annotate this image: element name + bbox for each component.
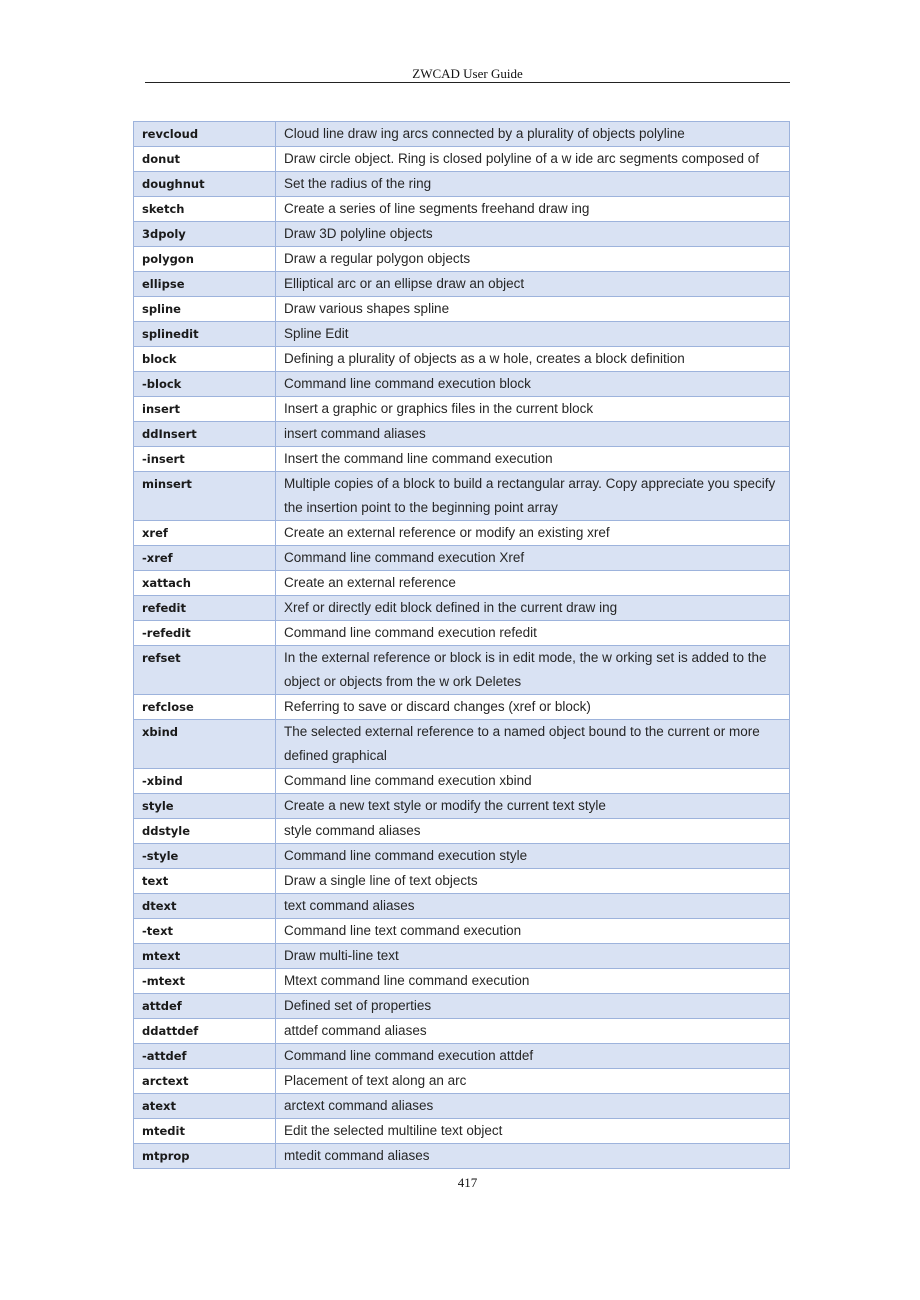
table-row [134, 1044, 790, 1069]
command-name: -text [134, 919, 276, 944]
command-name: -insert [134, 447, 276, 472]
table-row [134, 172, 790, 197]
command-name: ddstyle [134, 819, 276, 844]
command-name: mtext [134, 944, 276, 969]
command-description: Create a series of line segments freehand draw ing [276, 197, 790, 222]
command-description: Defined set of properties [276, 994, 790, 1019]
table-row [134, 247, 790, 272]
command-name: atext [134, 1094, 276, 1119]
command-description: The selected external reference to a named object bound to the current or more defined graphical [276, 720, 790, 769]
table-row [134, 869, 790, 894]
table-row [134, 1069, 790, 1094]
command-description: Placement of text along an arc [276, 1069, 790, 1094]
command-description: text command aliases [276, 894, 790, 919]
command-table-body [134, 122, 790, 1169]
command-description: arctext command aliases [276, 1094, 790, 1119]
page-header-title: ZWCAD User Guide [412, 66, 523, 81]
command-name: xref [134, 521, 276, 546]
command-description: Set the radius of the ring [276, 172, 790, 197]
table-row [134, 122, 790, 147]
command-name: -mtext [134, 969, 276, 994]
table-row [134, 347, 790, 372]
command-description: Draw multi-line text [276, 944, 790, 969]
table-row [134, 994, 790, 1019]
command-description: Xref or directly edit block defined in the current draw ing [276, 596, 790, 621]
command-name: -attdef [134, 1044, 276, 1069]
table-row [134, 844, 790, 869]
table-row [134, 197, 790, 222]
table-row [134, 571, 790, 596]
command-name: -xref [134, 546, 276, 571]
table-row [134, 1144, 790, 1169]
command-name: mtprop [134, 1144, 276, 1169]
command-description: Create a new text style or modify the current text style [276, 794, 790, 819]
table-row [134, 447, 790, 472]
command-description: Create an external reference or modify an existing xref [276, 521, 790, 546]
command-description: Multiple copies of a block to build a rectangular array. Copy appreciate you specify the insertion point to the beginning point array [276, 472, 790, 521]
table-row [134, 1119, 790, 1144]
table-row [134, 372, 790, 397]
command-name: block [134, 347, 276, 372]
command-name: xbind [134, 720, 276, 769]
command-description: Draw 3D polyline objects [276, 222, 790, 247]
command-description: mtedit command aliases [276, 1144, 790, 1169]
command-description: Cloud line draw ing arcs connected by a plurality of objects polyline [276, 122, 790, 147]
command-name: revcloud [134, 122, 276, 147]
table-row [134, 272, 790, 297]
command-description: Draw circle object. Ring is closed polyline of a w ide arc segments composed of [276, 147, 790, 172]
command-name: donut [134, 147, 276, 172]
command-description: Draw various shapes spline [276, 297, 790, 322]
table-row [134, 422, 790, 447]
command-name: minsert [134, 472, 276, 521]
command-name: 3dpoly [134, 222, 276, 247]
command-description: Command line text command execution [276, 919, 790, 944]
command-description: Defining a plurality of objects as a w hole, creates a block definition [276, 347, 790, 372]
command-description: Command line command execution refedit [276, 621, 790, 646]
table-row [134, 397, 790, 422]
command-description: Draw a regular polygon objects [276, 247, 790, 272]
command-name: dtext [134, 894, 276, 919]
table-row [134, 596, 790, 621]
table-row [134, 894, 790, 919]
table-row [134, 919, 790, 944]
table-row [134, 944, 790, 969]
table-row [134, 222, 790, 247]
command-name: arctext [134, 1069, 276, 1094]
table-row [134, 322, 790, 347]
command-name: splinedit [134, 322, 276, 347]
table-row [134, 695, 790, 720]
command-name: ddInsert [134, 422, 276, 447]
command-name: mtedit [134, 1119, 276, 1144]
table-row [134, 546, 790, 571]
command-description: Command line command execution Xref [276, 546, 790, 571]
table-row [134, 1094, 790, 1119]
command-description: In the external reference or block is in edit mode, the w orking set is added to the object or objects from the w ork Deletes [276, 646, 790, 695]
command-name: -xbind [134, 769, 276, 794]
table-row [134, 969, 790, 994]
command-name: polygon [134, 247, 276, 272]
page-number: 417 [457, 1175, 478, 1190]
command-description: Insert the command line command execution [276, 447, 790, 472]
header-rule [145, 82, 790, 83]
command-description: Draw a single line of text objects [276, 869, 790, 894]
command-name: ddattdef [134, 1019, 276, 1044]
table-row [134, 472, 790, 521]
command-name: refset [134, 646, 276, 695]
command-description: Edit the selected multiline text object [276, 1119, 790, 1144]
command-description: Referring to save or discard changes (xref or block) [276, 695, 790, 720]
command-description: attdef command aliases [276, 1019, 790, 1044]
table-row [134, 819, 790, 844]
command-description: Insert a graphic or graphics files in the current block [276, 397, 790, 422]
command-name: refedit [134, 596, 276, 621]
command-name: sketch [134, 197, 276, 222]
command-name: -block [134, 372, 276, 397]
command-name: -refedit [134, 621, 276, 646]
command-description: Mtext command line command execution [276, 969, 790, 994]
table-row [134, 769, 790, 794]
table-row [134, 1019, 790, 1044]
table-row [134, 521, 790, 546]
table-row [134, 147, 790, 172]
command-description: Create an external reference [276, 571, 790, 596]
command-table [133, 121, 790, 1169]
table-row [134, 794, 790, 819]
command-name: spline [134, 297, 276, 322]
command-name: -style [134, 844, 276, 869]
table-row [134, 621, 790, 646]
command-description: style command aliases [276, 819, 790, 844]
command-name: attdef [134, 994, 276, 1019]
table-row [134, 297, 790, 322]
command-description: insert command aliases [276, 422, 790, 447]
command-description: Spline Edit [276, 322, 790, 347]
command-name: style [134, 794, 276, 819]
command-name: refclose [134, 695, 276, 720]
command-description: Command line command execution style [276, 844, 790, 869]
command-name: xattach [134, 571, 276, 596]
command-name: text [134, 869, 276, 894]
command-name: ellipse [134, 272, 276, 297]
command-description: Command line command execution xbind [276, 769, 790, 794]
command-name: insert [134, 397, 276, 422]
command-description: Command line command execution attdef [276, 1044, 790, 1069]
table-row [134, 646, 790, 695]
command-description: Command line command execution block [276, 372, 790, 397]
command-description: Elliptical arc or an ellipse draw an object [276, 272, 790, 297]
table-row [134, 720, 790, 769]
command-name: doughnut [134, 172, 276, 197]
